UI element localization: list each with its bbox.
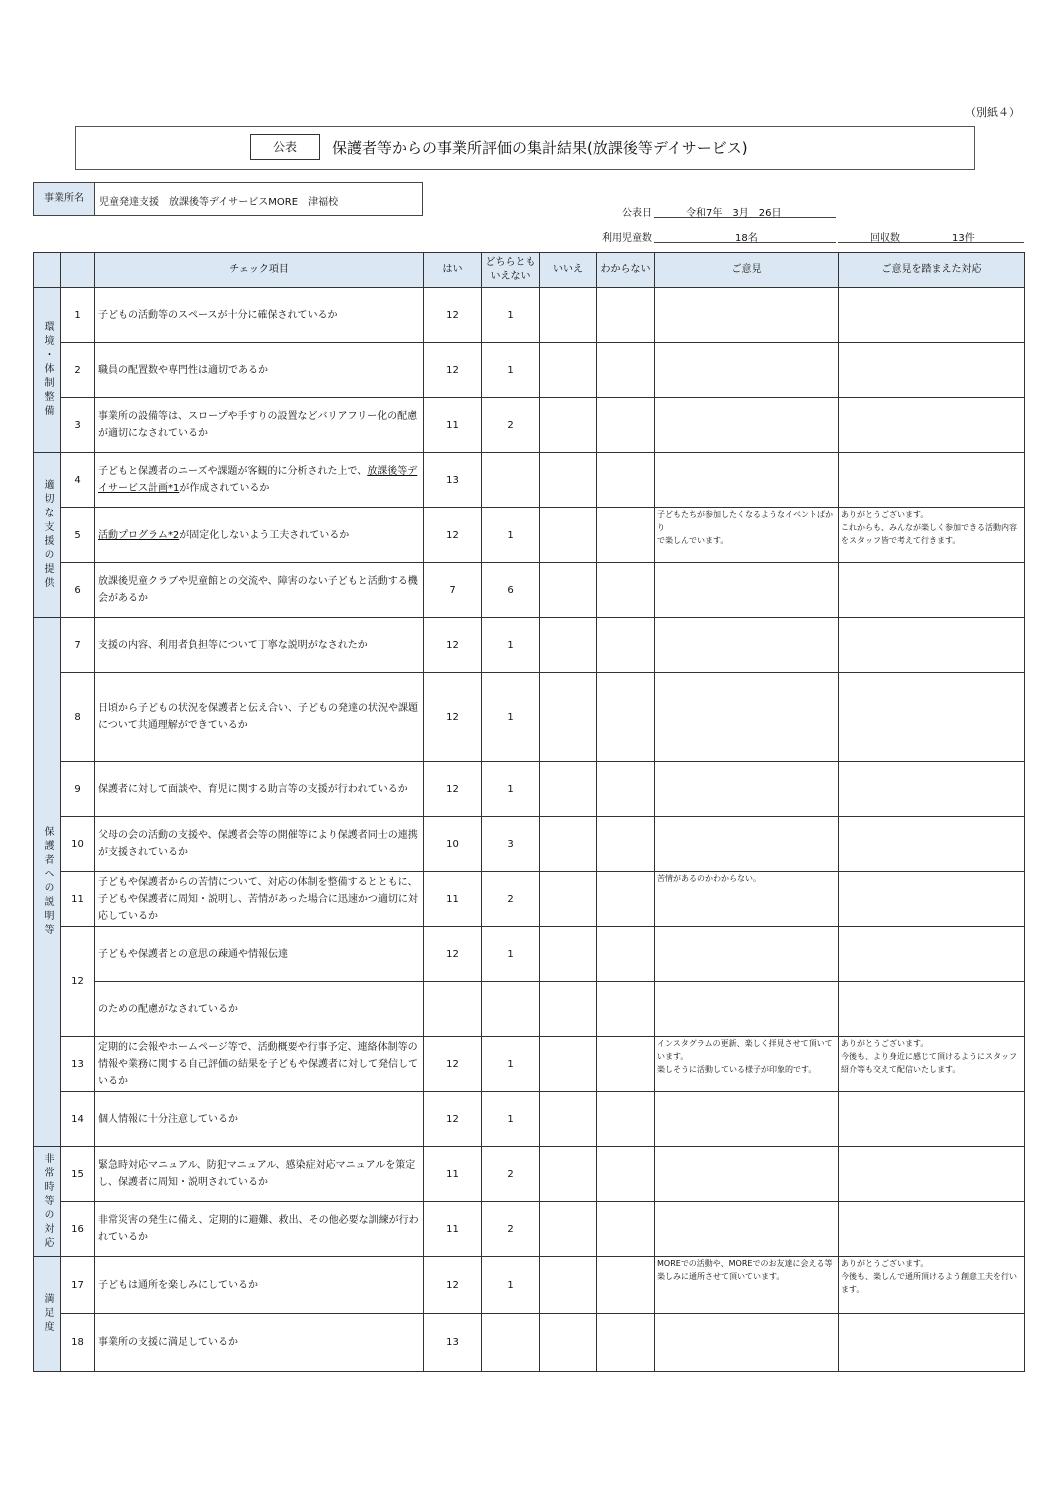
opinion-cell: MOREでの活動や、MOREでのお友達に会える等楽しみに通所させて頂いています。 <box>655 1257 839 1314</box>
unknown-count <box>597 288 655 343</box>
neither-count: 1 <box>482 1092 540 1147</box>
neither-count: 1 <box>482 1257 540 1314</box>
yes-count: 11 <box>424 398 482 453</box>
unknown-count <box>597 762 655 817</box>
table-row <box>34 1092 1025 1147</box>
yes-count: 10 <box>424 817 482 872</box>
row-item: 緊急時対応マニュアル、防犯マニュアル、感染症対応マニュアルを策定し、保護者に周知・説明されているか <box>95 1147 424 1202</box>
row-item: 父母の会の活動の支援や、保護者会等の開催等により保護者同士の連携が支援されているか <box>95 817 424 872</box>
response-cell <box>839 1092 1025 1147</box>
row-item: 支援の内容、利用者負担等について丁寧な説明がなされたか <box>95 618 424 673</box>
opinion-cell <box>655 1147 839 1202</box>
yes-count: 12 <box>424 1257 482 1314</box>
table-row <box>34 1257 1025 1314</box>
row-number: 16 <box>61 1202 95 1257</box>
no-count <box>540 762 597 817</box>
row-item: 子どもは通所を楽しみにしているか <box>95 1257 424 1314</box>
opinion-cell: インスタグラムの更新、楽しく拝見させて頂いています。 楽しそうに活動している様子が印象的です。 <box>655 1037 839 1092</box>
response-cell <box>839 398 1025 453</box>
row-item: 子どもや保護者からの苦情について、対応の体制を整備するとともに、子どもや保護者に周知・説明し、苦情があった場合に迅速かつ適切に対応しているか <box>95 872 424 927</box>
unknown-count <box>597 1257 655 1314</box>
header-response: ご意見を踏まえた対応 <box>839 253 1025 288</box>
no-count <box>540 398 597 453</box>
row-number: 13 <box>61 1037 95 1092</box>
row-number: 12 <box>61 927 95 1037</box>
table-header-row <box>34 253 1025 288</box>
children-value: 18名 <box>735 233 758 244</box>
item-underlined: 活動プログラム*2 <box>98 529 180 541</box>
unknown-count <box>597 398 655 453</box>
yes-count: 12 <box>424 508 482 563</box>
opinion-cell <box>655 673 839 762</box>
row-number: 10 <box>61 817 95 872</box>
neither-count: 2 <box>482 872 540 927</box>
row-item: 保護者に対して面談や、育児に関する助言等の支援が行われているか <box>95 762 424 817</box>
neither-count: 3 <box>482 817 540 872</box>
responses-underline <box>838 242 1024 243</box>
children-label: 利用児童数 <box>602 233 652 244</box>
opinion-cell <box>655 453 839 508</box>
no-count <box>540 343 597 398</box>
unknown-count <box>597 618 655 673</box>
no-count <box>540 288 597 343</box>
unknown-count <box>597 343 655 398</box>
opinion-cell <box>655 288 839 343</box>
header-opinion: ご意見 <box>655 253 839 288</box>
neither-count: 1 <box>482 673 540 762</box>
table-row <box>34 1314 1025 1372</box>
neither-count: 1 <box>482 927 540 982</box>
header-item: チェック項目 <box>95 253 424 288</box>
table-row <box>34 872 1025 927</box>
opinion-cell <box>655 1202 839 1257</box>
row-number: 3 <box>61 398 95 453</box>
yes-count: 12 <box>424 1037 482 1092</box>
empty-cell <box>839 982 1025 1037</box>
row-number: 6 <box>61 563 95 618</box>
row-number: 7 <box>61 618 95 673</box>
publication-badge: 公表 <box>250 134 320 160</box>
response-cell <box>839 927 1025 982</box>
yes-count: 11 <box>424 1202 482 1257</box>
response-cell <box>839 762 1025 817</box>
neither-count: 1 <box>482 1037 540 1092</box>
empty-cell <box>597 982 655 1037</box>
row-number: 11 <box>61 872 95 927</box>
page-title: 保護者等からの事業所評価の集計結果(放課後等デイサービス) <box>332 139 748 157</box>
no-count <box>540 1202 597 1257</box>
row-item: のための配慮がなされているか <box>95 982 424 1037</box>
yes-count: 12 <box>424 343 482 398</box>
office-label: 事業所名 <box>34 183 95 215</box>
no-count <box>540 1037 597 1092</box>
no-count <box>540 1314 597 1372</box>
table-row <box>34 982 1025 1037</box>
yes-count: 13 <box>424 1314 482 1372</box>
row-number: 17 <box>61 1257 95 1314</box>
table-row <box>34 673 1025 762</box>
category-cell: 環境・体制整備 <box>34 288 61 453</box>
item-text-after: が作成されているか <box>179 483 270 494</box>
no-count <box>540 563 597 618</box>
neither-count: 1 <box>482 343 540 398</box>
row-item: 子どもや保護者との意思の疎通や情報伝達 <box>95 927 424 982</box>
table-row <box>34 762 1025 817</box>
unknown-count <box>597 927 655 982</box>
opinion-cell <box>655 618 839 673</box>
date-value: 令和7年 3月 26日 <box>686 208 782 219</box>
response-cell: ありがとうございます。 今後も、楽しんで通所頂けるよう創意工夫を行います。 <box>839 1257 1025 1314</box>
row-item: 日頃から子どもの状況を保護者と伝え合い、子どもの発達の状況や課題について共通理解ができているか <box>95 673 424 762</box>
evaluation-table <box>33 252 1025 1372</box>
row-item: 定期的に会報やホームページ等で、活動概要や行事予定、連絡体制等の情報や業務に関する自己評価の結果を子どもや保護者に対して発信しているか <box>95 1037 424 1092</box>
responses-label: 回収数 <box>870 233 900 244</box>
neither-count: 2 <box>482 1147 540 1202</box>
unknown-count <box>597 817 655 872</box>
no-count <box>540 1092 597 1147</box>
unknown-count <box>597 1147 655 1202</box>
table-row <box>34 1202 1025 1257</box>
no-count <box>540 453 597 508</box>
yes-count: 11 <box>424 872 482 927</box>
neither-count: 1 <box>482 508 540 563</box>
neither-count: 2 <box>482 398 540 453</box>
yes-count: 12 <box>424 673 482 762</box>
category-cell: 適切な支援の提供 <box>34 453 61 618</box>
table-row <box>34 1147 1025 1202</box>
table-row <box>34 288 1025 343</box>
header-unknown: わからない <box>597 253 655 288</box>
empty-cell <box>482 982 540 1037</box>
table-row <box>34 398 1025 453</box>
opinion-cell <box>655 1314 839 1372</box>
office-box <box>33 182 423 216</box>
neither-count: 2 <box>482 1202 540 1257</box>
response-cell <box>839 872 1025 927</box>
opinion-cell <box>655 1092 839 1147</box>
response-cell <box>839 618 1025 673</box>
item-underlined: 放課後等デイサービス計画*1 <box>98 466 418 494</box>
item-text: 子どもと保護者のニーズや課題が客観的に分析された上で、 <box>98 466 368 477</box>
unknown-count <box>597 673 655 762</box>
table-row <box>34 563 1025 618</box>
response-cell: ありがとうございます。 今後も、より身近に感じて頂けるようにスタッフ紹介等も交えて配信いたします。 <box>839 1037 1025 1092</box>
category-cell: 満足度 <box>34 1257 61 1372</box>
neither-count: 1 <box>482 618 540 673</box>
category-cell: 非常時等の対応 <box>34 1147 61 1257</box>
appendix-label: （別紙４） <box>965 106 1020 119</box>
yes-count: 12 <box>424 762 482 817</box>
row-number: 4 <box>61 453 95 508</box>
response-cell <box>839 288 1025 343</box>
row-item: 事業所の支援に満足しているか <box>95 1314 424 1372</box>
neither-count <box>482 1314 540 1372</box>
row-item: 非常災害の発生に備え、定期的に避難、救出、その他必要な訓練が行われているか <box>95 1202 424 1257</box>
response-cell <box>839 1147 1025 1202</box>
opinion-cell <box>655 398 839 453</box>
header-neither: どちらとも いえない <box>482 253 540 288</box>
neither-count: 1 <box>482 288 540 343</box>
row-item: 個人情報に十分注意しているか <box>95 1092 424 1147</box>
category-cell: 保護者への説明等 <box>34 618 61 1147</box>
yes-count: 11 <box>424 1147 482 1202</box>
unknown-count <box>597 453 655 508</box>
unknown-count <box>597 563 655 618</box>
empty-cell <box>655 982 839 1037</box>
yes-count: 12 <box>424 927 482 982</box>
response-cell <box>839 673 1025 762</box>
yes-count: 12 <box>424 288 482 343</box>
table-row <box>34 1037 1025 1092</box>
title-box <box>75 126 975 170</box>
row-item: 職員の配置数や専門性は適切であるか <box>95 343 424 398</box>
neither-count: 1 <box>482 762 540 817</box>
header-category <box>34 253 61 288</box>
responses-value: 13件 <box>952 233 975 244</box>
opinion-cell <box>655 927 839 982</box>
table-row <box>34 618 1025 673</box>
no-count <box>540 1257 597 1314</box>
row-item: 事業所の設備等は、スロープや手すりの設置などバリアフリー化の配慮が適切になされているか <box>95 398 424 453</box>
response-cell <box>839 817 1025 872</box>
unknown-count <box>597 1092 655 1147</box>
opinion-cell <box>655 563 839 618</box>
yes-count: 7 <box>424 563 482 618</box>
row-number: 9 <box>61 762 95 817</box>
row-number: 14 <box>61 1092 95 1147</box>
response-cell <box>839 1314 1025 1372</box>
yes-count: 12 <box>424 618 482 673</box>
opinion-cell <box>655 762 839 817</box>
unknown-count <box>597 1202 655 1257</box>
row-number: 1 <box>61 288 95 343</box>
unknown-count <box>597 1037 655 1092</box>
row-item <box>95 453 424 508</box>
response-cell: ありがとうございます。 これからも、みんなが楽しく参加できる活動内容をスタッフ皆で考えて行きます。 <box>839 508 1025 563</box>
opinion-cell: 子どもたちが参加したくなるようなイベントばかり で楽しんでいます。 <box>655 508 839 563</box>
no-count <box>540 872 597 927</box>
yes-count: 12 <box>424 1092 482 1147</box>
row-item: 子どもの活動等のスペースが十分に確保されているか <box>95 288 424 343</box>
header-no: いいえ <box>540 253 597 288</box>
unknown-count <box>597 508 655 563</box>
no-count <box>540 817 597 872</box>
row-number: 5 <box>61 508 95 563</box>
no-count <box>540 673 597 762</box>
opinion-cell <box>655 817 839 872</box>
response-cell <box>839 1202 1025 1257</box>
unknown-count <box>597 872 655 927</box>
yes-count: 13 <box>424 453 482 508</box>
table-row <box>34 927 1025 982</box>
response-cell <box>839 563 1025 618</box>
no-count <box>540 927 597 982</box>
response-cell <box>839 453 1025 508</box>
no-count <box>540 1147 597 1202</box>
opinion-cell <box>655 343 839 398</box>
row-item <box>95 508 424 563</box>
item-text-after: が固定化しないよう工夫されているか <box>179 529 350 541</box>
children-underline <box>654 242 836 243</box>
row-number: 15 <box>61 1147 95 1202</box>
unknown-count <box>597 1314 655 1372</box>
table-row <box>34 508 1025 563</box>
table-row <box>34 817 1025 872</box>
date-underline <box>654 217 836 218</box>
neither-count: 6 <box>482 563 540 618</box>
no-count <box>540 618 597 673</box>
table-row <box>34 343 1025 398</box>
row-item: 放課後児童クラブや児童館との交流や、障害のない子どもと活動する機会があるか <box>95 563 424 618</box>
row-number: 18 <box>61 1314 95 1372</box>
empty-cell <box>540 982 597 1037</box>
office-name: 児童発達支援 放課後等デイサービスMORE 津福校 <box>99 197 339 208</box>
row-number: 8 <box>61 673 95 762</box>
empty-cell <box>424 982 482 1037</box>
header-yes: はい <box>424 253 482 288</box>
date-label: 公表日 <box>622 208 652 219</box>
response-cell <box>839 343 1025 398</box>
table-row <box>34 453 1025 508</box>
no-count <box>540 508 597 563</box>
opinion-cell: 苦情があるのかわからない。 <box>655 872 839 927</box>
header-number <box>61 253 95 288</box>
row-number: 2 <box>61 343 95 398</box>
neither-count <box>482 453 540 508</box>
